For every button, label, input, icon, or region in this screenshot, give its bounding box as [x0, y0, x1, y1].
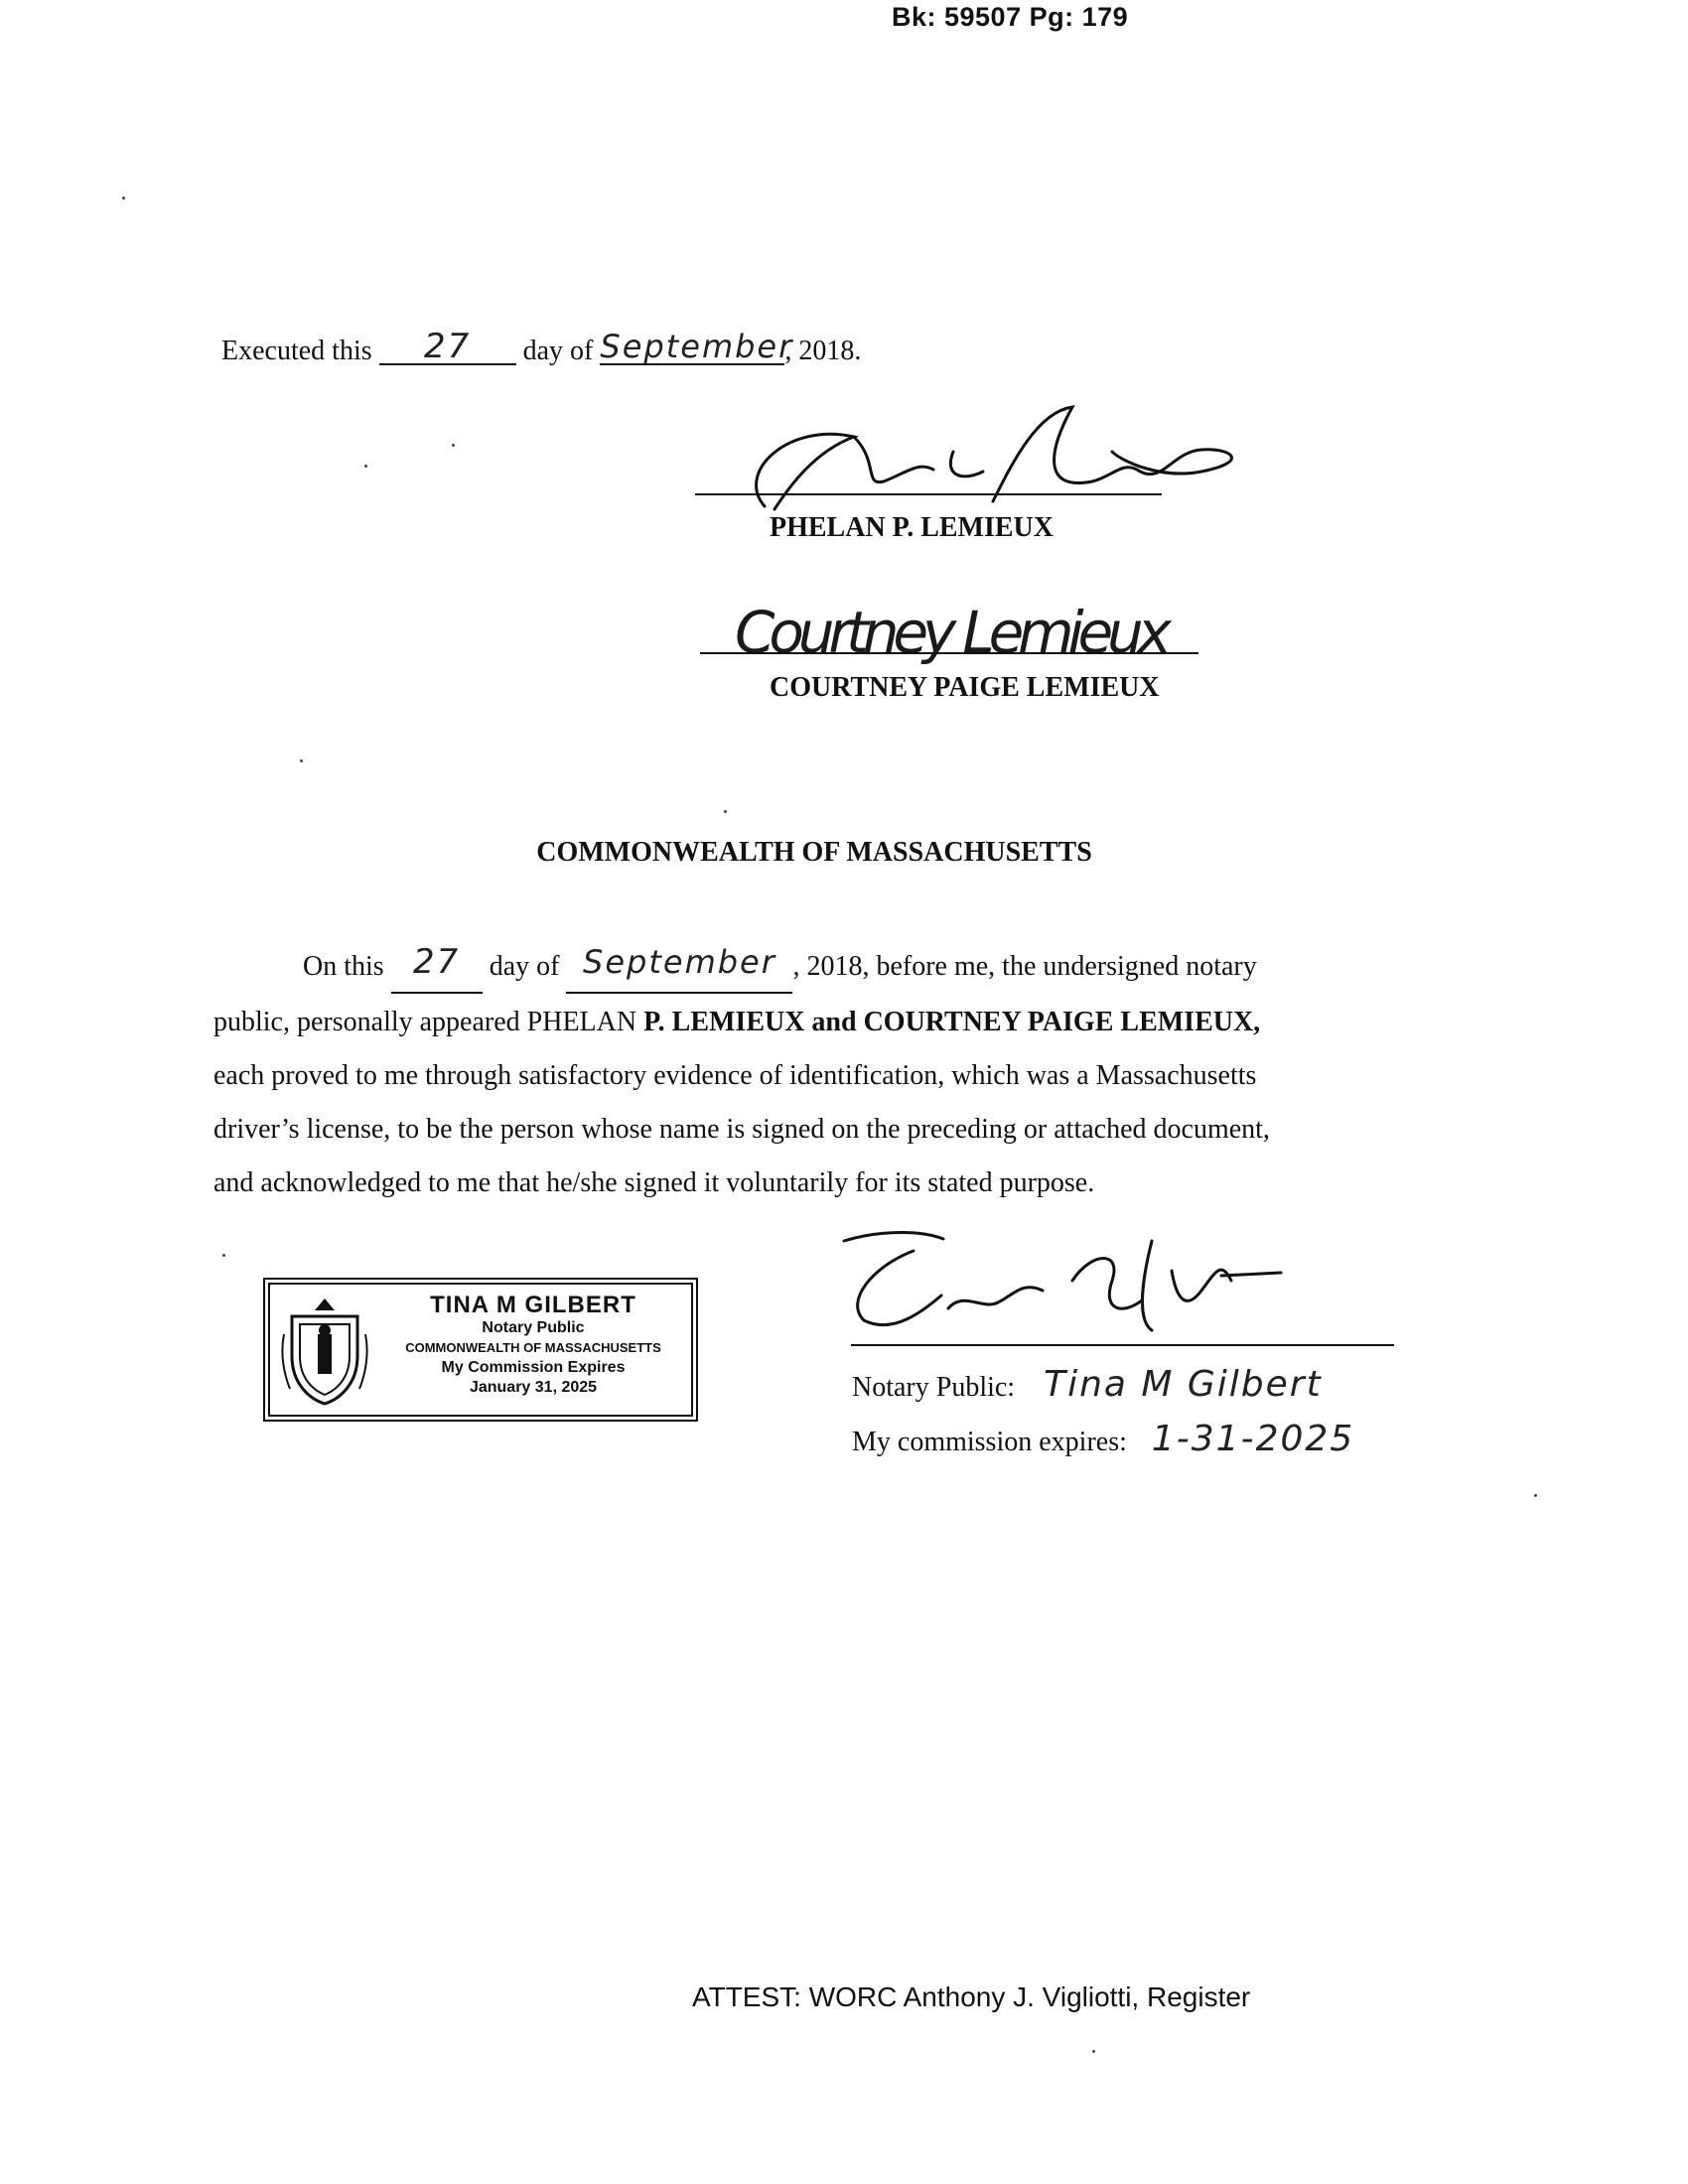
ack-line-5: and acknowledged to me that he/she signed it voluntarily for its stated purpose. — [213, 1167, 1095, 1198]
notary-signature — [824, 1221, 1301, 1350]
executed-year: , 2018. — [784, 336, 862, 366]
ack-line-2-text: public, personally appeared PHELAN — [213, 1007, 644, 1037]
ack-middle: day of — [489, 951, 560, 982]
notary-public-label: Notary Public: — [852, 1372, 1016, 1403]
scan-speck — [452, 444, 455, 447]
commission-expires-line — [852, 1419, 1355, 1459]
ack-signer-names: P. LEMIEUX and COURTNEY PAIGE LEMIEUX, — [643, 1007, 1261, 1037]
acknowledgment-paragraph — [213, 937, 1385, 1210]
stamp-title: Notary Public — [482, 1319, 585, 1336]
massachusetts-seal-icon — [280, 1295, 369, 1409]
ack-intro-suffix: , 2018, before me, the undersigned notary — [792, 951, 1257, 982]
scan-speck — [724, 810, 727, 813]
signer-name-courtney: COURTNEY PAIGE LEMIEUX — [770, 672, 1160, 703]
ack-line-3: each proved to me through satisfactory evidence of identification, which was a Massachusetts — [213, 1060, 1257, 1091]
scan-speck — [1534, 1494, 1537, 1497]
commission-expires-value: 1-31-2025 — [1151, 1419, 1355, 1459]
signer-name-phelan: PHELAN P. LEMIEUX — [770, 512, 1055, 543]
ack-line-1 — [213, 937, 1385, 996]
executed-prefix: Executed this — [221, 336, 372, 366]
stamp-expires-date: January 31, 2025 — [469, 1379, 598, 1396]
executed-day: 27 — [423, 327, 472, 366]
executed-month: September — [600, 328, 794, 365]
book-page-reference: Bk: 59507 Pg: 179 — [892, 2, 1129, 32]
commission-expires-label: My commission expires: — [852, 1427, 1127, 1457]
scan-speck — [222, 1254, 225, 1257]
ack-day-field — [391, 935, 483, 994]
notary-public-name: Tina M Gilbert — [1044, 1364, 1323, 1405]
ack-line-2 — [213, 996, 1385, 1049]
stamp-notary-name: TINA M GILBERT — [430, 1292, 636, 1318]
ack-month-field — [566, 935, 792, 994]
scan-speck — [1092, 2050, 1095, 2053]
scan-speck — [364, 465, 367, 468]
ack-day: 27 — [413, 942, 461, 982]
scan-speck — [122, 197, 125, 200]
notary-public-line — [852, 1364, 1323, 1405]
stamp-jurisdiction: COMMONWEALTH OF MASSACHUSETTS — [405, 1340, 661, 1355]
phelan-signature-line — [695, 493, 1162, 495]
attest-line: ATTEST: WORC Anthony J. Vigliotti, Register — [692, 1981, 1251, 2012]
notary-signature-line — [851, 1344, 1394, 1346]
commonwealth-heading: COMMONWEALTH OF MASSACHUSETTS — [536, 837, 1092, 868]
executed-month-field — [600, 328, 794, 365]
stamp-expires-label: My Commission Expires — [441, 1359, 626, 1376]
ack-intro-prefix: On this — [303, 951, 384, 982]
executed-day-field — [379, 327, 516, 366]
executed-middle: day of — [522, 336, 594, 366]
executed-line — [221, 327, 862, 367]
scan-speck — [300, 759, 303, 762]
ack-month: September — [583, 943, 776, 981]
courtney-signature-line — [700, 652, 1198, 654]
ack-line-4: driver’s license, to be the person whose name is signed on the preceding or attached document, — [213, 1114, 1270, 1145]
svg-text:Courtney Lemieux: Courtney Lemieux — [735, 599, 1172, 666]
notary-stamp — [263, 1278, 698, 1422]
stamp-text — [369, 1293, 697, 1398]
